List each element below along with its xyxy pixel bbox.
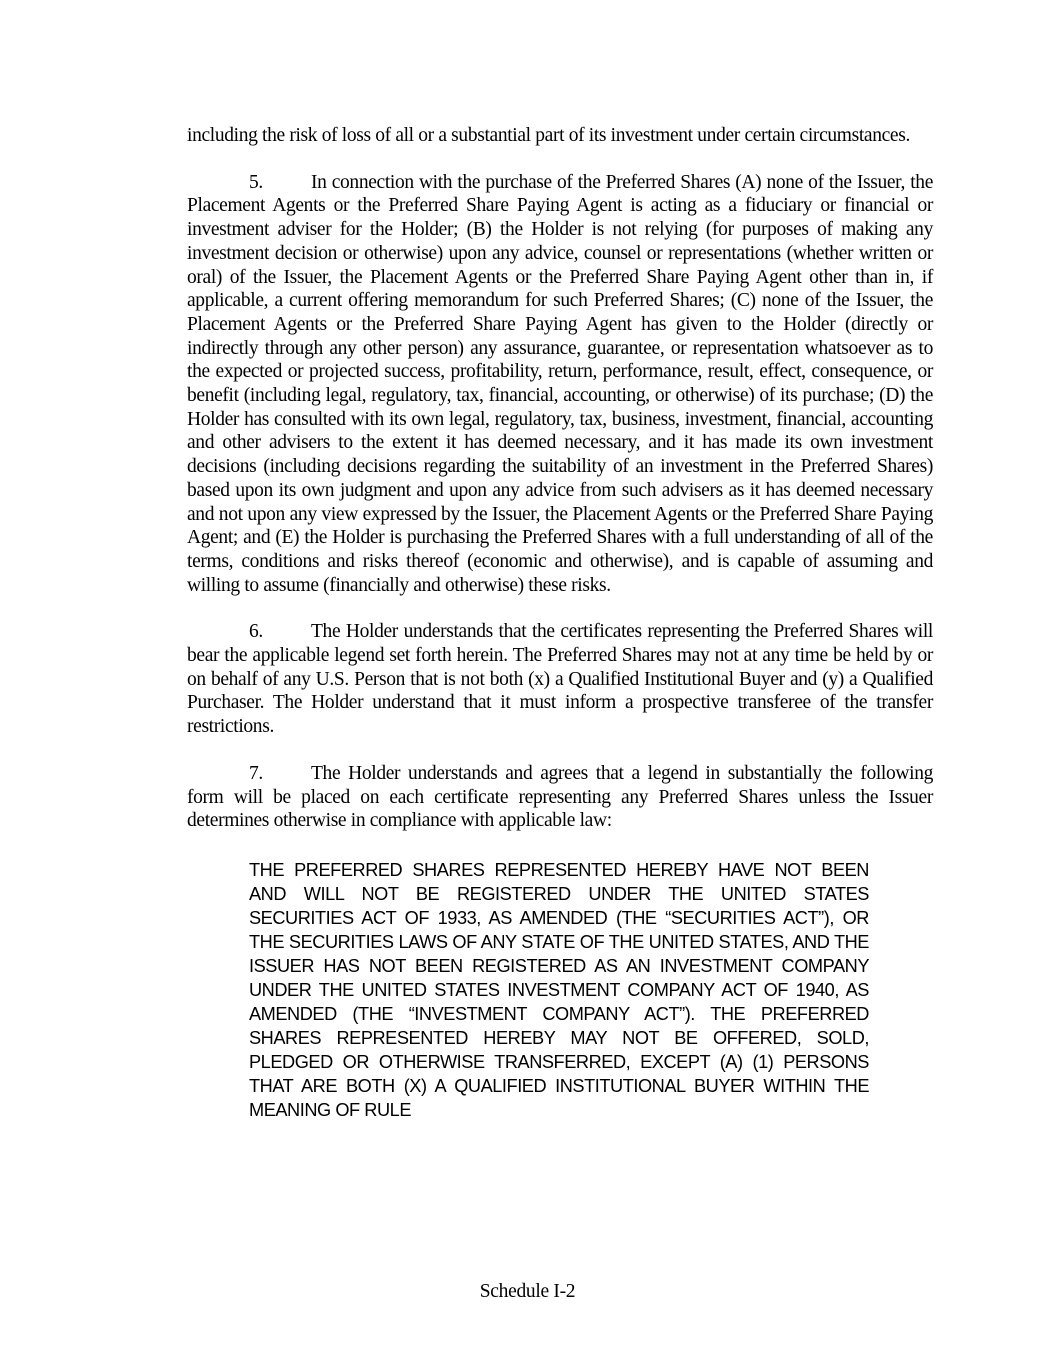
paragraph-6 <box>187 620 933 739</box>
paragraph-number: 7. <box>249 762 263 784</box>
paragraph-text: The Holder understands and agrees that a legend in substantially the following form will be placed on each certificate representing any Preferred Shares unless the Issuer determines otherwise in compliance with applicable law: <box>187 762 933 832</box>
paragraph-number: 6. <box>249 621 263 643</box>
paragraph-text: The Holder understands that the certificates representing the Preferred Shares will bear the applicable legend set forth herein. The Preferred Shares may not at any time be held by or on behalf of any U.S. Person that is not both (x) a Qualified Institutional Buyer and (y) a Qualified Purchaser. The Holder understand that it must inform a prospective transferee of the transfer restrictions. <box>187 621 933 738</box>
paragraph-5 <box>187 171 933 598</box>
certificate-legend: THE PREFERRED SHARES REPRESENTED HEREBY HAVE NOT BEEN AND WILL NOT BE REGISTERED UNDER THE UNITED STATES SECURITIES ACT OF 1933, AS AMENDED (THE “SECURITIES ACT”), OR THE SECURITIES LAWS OF ANY STATE OF THE UNITED STATES, AND THE ISSUER HAS NOT BEEN REGISTERED AS AN INVESTMENT COMPANY UNDER THE UNITED STATES INVESTMENT COMPANY ACT OF 1940, AS AMENDED (THE “INVESTMENT COMPANY ACT”). THE PREFERRED SHARES REPRESENTED HEREBY MAY NOT BE OFFERED, SOLD, PLEDGED OR OTHERWISE TRANSFERRED, EXCEPT (A) (1) PERSONS THAT ARE BOTH (X) A QUALIFIED INSTITUTIONAL BUYER WITHIN THE MEANING OF RULE <box>249 859 869 1120</box>
paragraph-7 <box>187 762 933 833</box>
paragraph-number: 5. <box>249 171 263 193</box>
intro-continuation: including the risk of loss of all or a substantial part of its investment under certain circumstances. <box>187 125 910 146</box>
page-footer: Schedule I-2 <box>479 1281 576 1302</box>
document-body <box>187 124 933 1122</box>
paragraph-text: In connection with the purchase of the Preferred Shares (A) none of the Issuer, the Placement Agents or the Preferred Share Paying Agent is acting as a fiduciary or financial or investment adviser for the Holder; (B) the Holder is not relying (for purposes of making any investment decision or otherwise) upon any advice, counsel or representations (whether written or oral) of the Issuer, the Placement Agents or the Preferred Share Paying Agent other than in, if applicable, a current offering memorandum for such Preferred Shares; (C) none of the Issuer, the Placement Agents or the Preferred Share Paying Agent has given to the Holder (directly or indirectly through any other person) any assurance, guarantee, or representation whatsoever as to the expected or projected success, profitability, return, performance, result, effect, consequence, or benefit (including legal, regulatory, tax, financial, accounting, or otherwise) of its purchase; (D) the Holder has consulted with its own legal, regulatory, tax, business, investment, financial, accounting and other advisers to the extent it has deemed necessary, and it has made its own investment decisions (including decisions regarding the suitability of an investment in the Preferred Shares) based upon its own judgment and upon any advice from such advisers as it has deemed necessary and not upon any view expressed by the Issuer, the Placement Agents or the Preferred Share Paying Agent; and (E) the Holder is purchasing the Preferred Shares with a full understanding of all of the terms, conditions and risks thereof (economic and otherwise), and is capable of assuming and willing to assume (financially and otherwise) these risks. <box>187 171 933 596</box>
